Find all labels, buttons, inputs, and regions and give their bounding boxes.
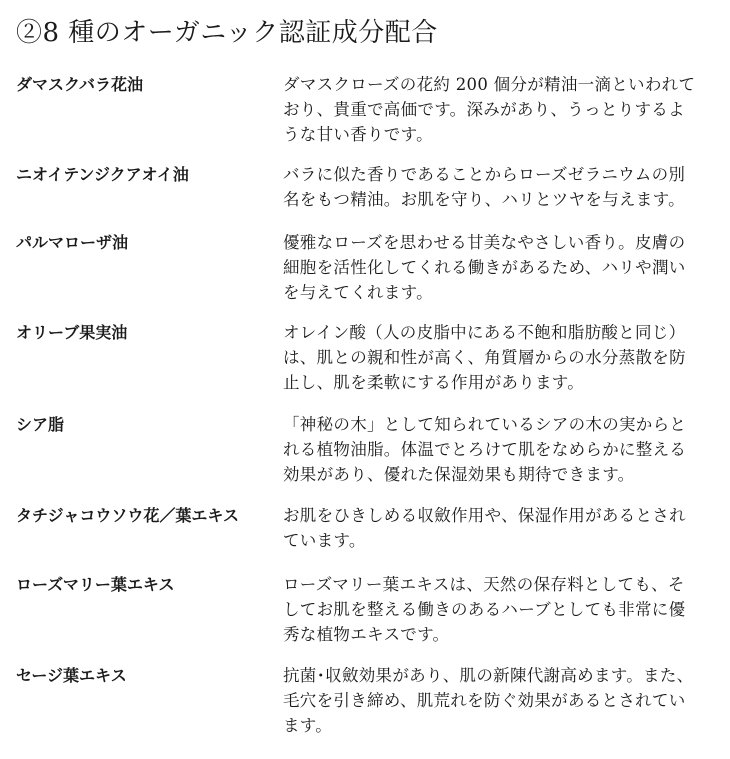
ingredient-name: ニオイテンジクアオイ油	[16, 165, 189, 184]
description-line: は、肌との親和性が高く、角質層からの水分蒸散を防	[283, 348, 686, 367]
section-title: ②8 種のオーガニック認証成分配合	[16, 18, 438, 48]
description-line: おり、貴重で高価です。深みがあり、うっとりするよ	[283, 100, 685, 119]
ingredient-description	[283, 162, 717, 212]
ingredient-name: パルマローザ油	[16, 233, 129, 252]
description-line: 止し、肌を柔軟にする作用があります。	[283, 373, 585, 392]
ingredient-description	[283, 503, 717, 553]
description-line: ています。	[283, 531, 366, 550]
description-line: うな甘い香りです。	[283, 125, 433, 144]
description-line: お肌をひきしめる収斂作用や、保湿作用があるとされ	[283, 506, 686, 525]
ingredient-description	[283, 72, 717, 147]
ingredient-name: ローズマリー葉エキス	[16, 575, 175, 594]
ingredient-description	[283, 663, 717, 738]
description-line: 細胞を活性化してくれる働きがあるため、ハリや潤い	[283, 258, 686, 277]
ingredient-description	[283, 572, 717, 647]
description-line: れる植物油脂。体温でとろけて肌をなめらかに整える	[283, 440, 687, 459]
description-line: 「神秘の木」として知られているシアの木の実からと	[283, 415, 687, 434]
ingredient-description	[283, 230, 717, 305]
description-line: してお肌を整える働きのあるハーブとしても非常に優	[283, 600, 686, 619]
description-line: オレイン酸（人の皮脂中にある不飽和脂肪酸と同じ）	[283, 323, 686, 342]
ingredient-name: セージ葉エキス	[16, 666, 127, 685]
description-line: バラに似た香りであることからローズゼラニウムの別	[283, 165, 686, 184]
description-line: ローズマリー葉エキスは、天然の保存料としても、そ	[283, 575, 685, 594]
description-line: ます。	[283, 716, 333, 735]
description-line: 優雅なローズを思わせる甘美なやさしい香り。皮膚の	[283, 233, 686, 252]
description-line: 秀な植物エキスです。	[283, 625, 450, 644]
ingredient-name: タチジャコウソウ花／葉エキス	[16, 506, 240, 525]
ingredient-description	[283, 320, 717, 395]
ingredient-name: オリーブ果実油	[16, 323, 128, 342]
ingredient-name: シア脂	[16, 415, 65, 434]
ingredient-description	[283, 412, 717, 487]
description-line: ダマスクローズの花約 200 個分が精油一滴といわれて	[283, 75, 696, 94]
description-line: 抗菌･収斂効果があり、肌の新陳代謝高めます。また、	[283, 666, 694, 685]
description-line: を与えてくれます。	[283, 283, 433, 302]
description-line: 名をもつ精油。お肌を守り、ハリとツヤを与えます。	[283, 190, 685, 209]
description-line: 効果があり、優れた保湿効果も期待できます。	[283, 465, 635, 484]
description-line: 毛穴を引き締め、肌荒れを防ぐ効果があるとされてい	[283, 691, 686, 710]
ingredient-name: ダマスクバラ花油	[16, 75, 144, 94]
